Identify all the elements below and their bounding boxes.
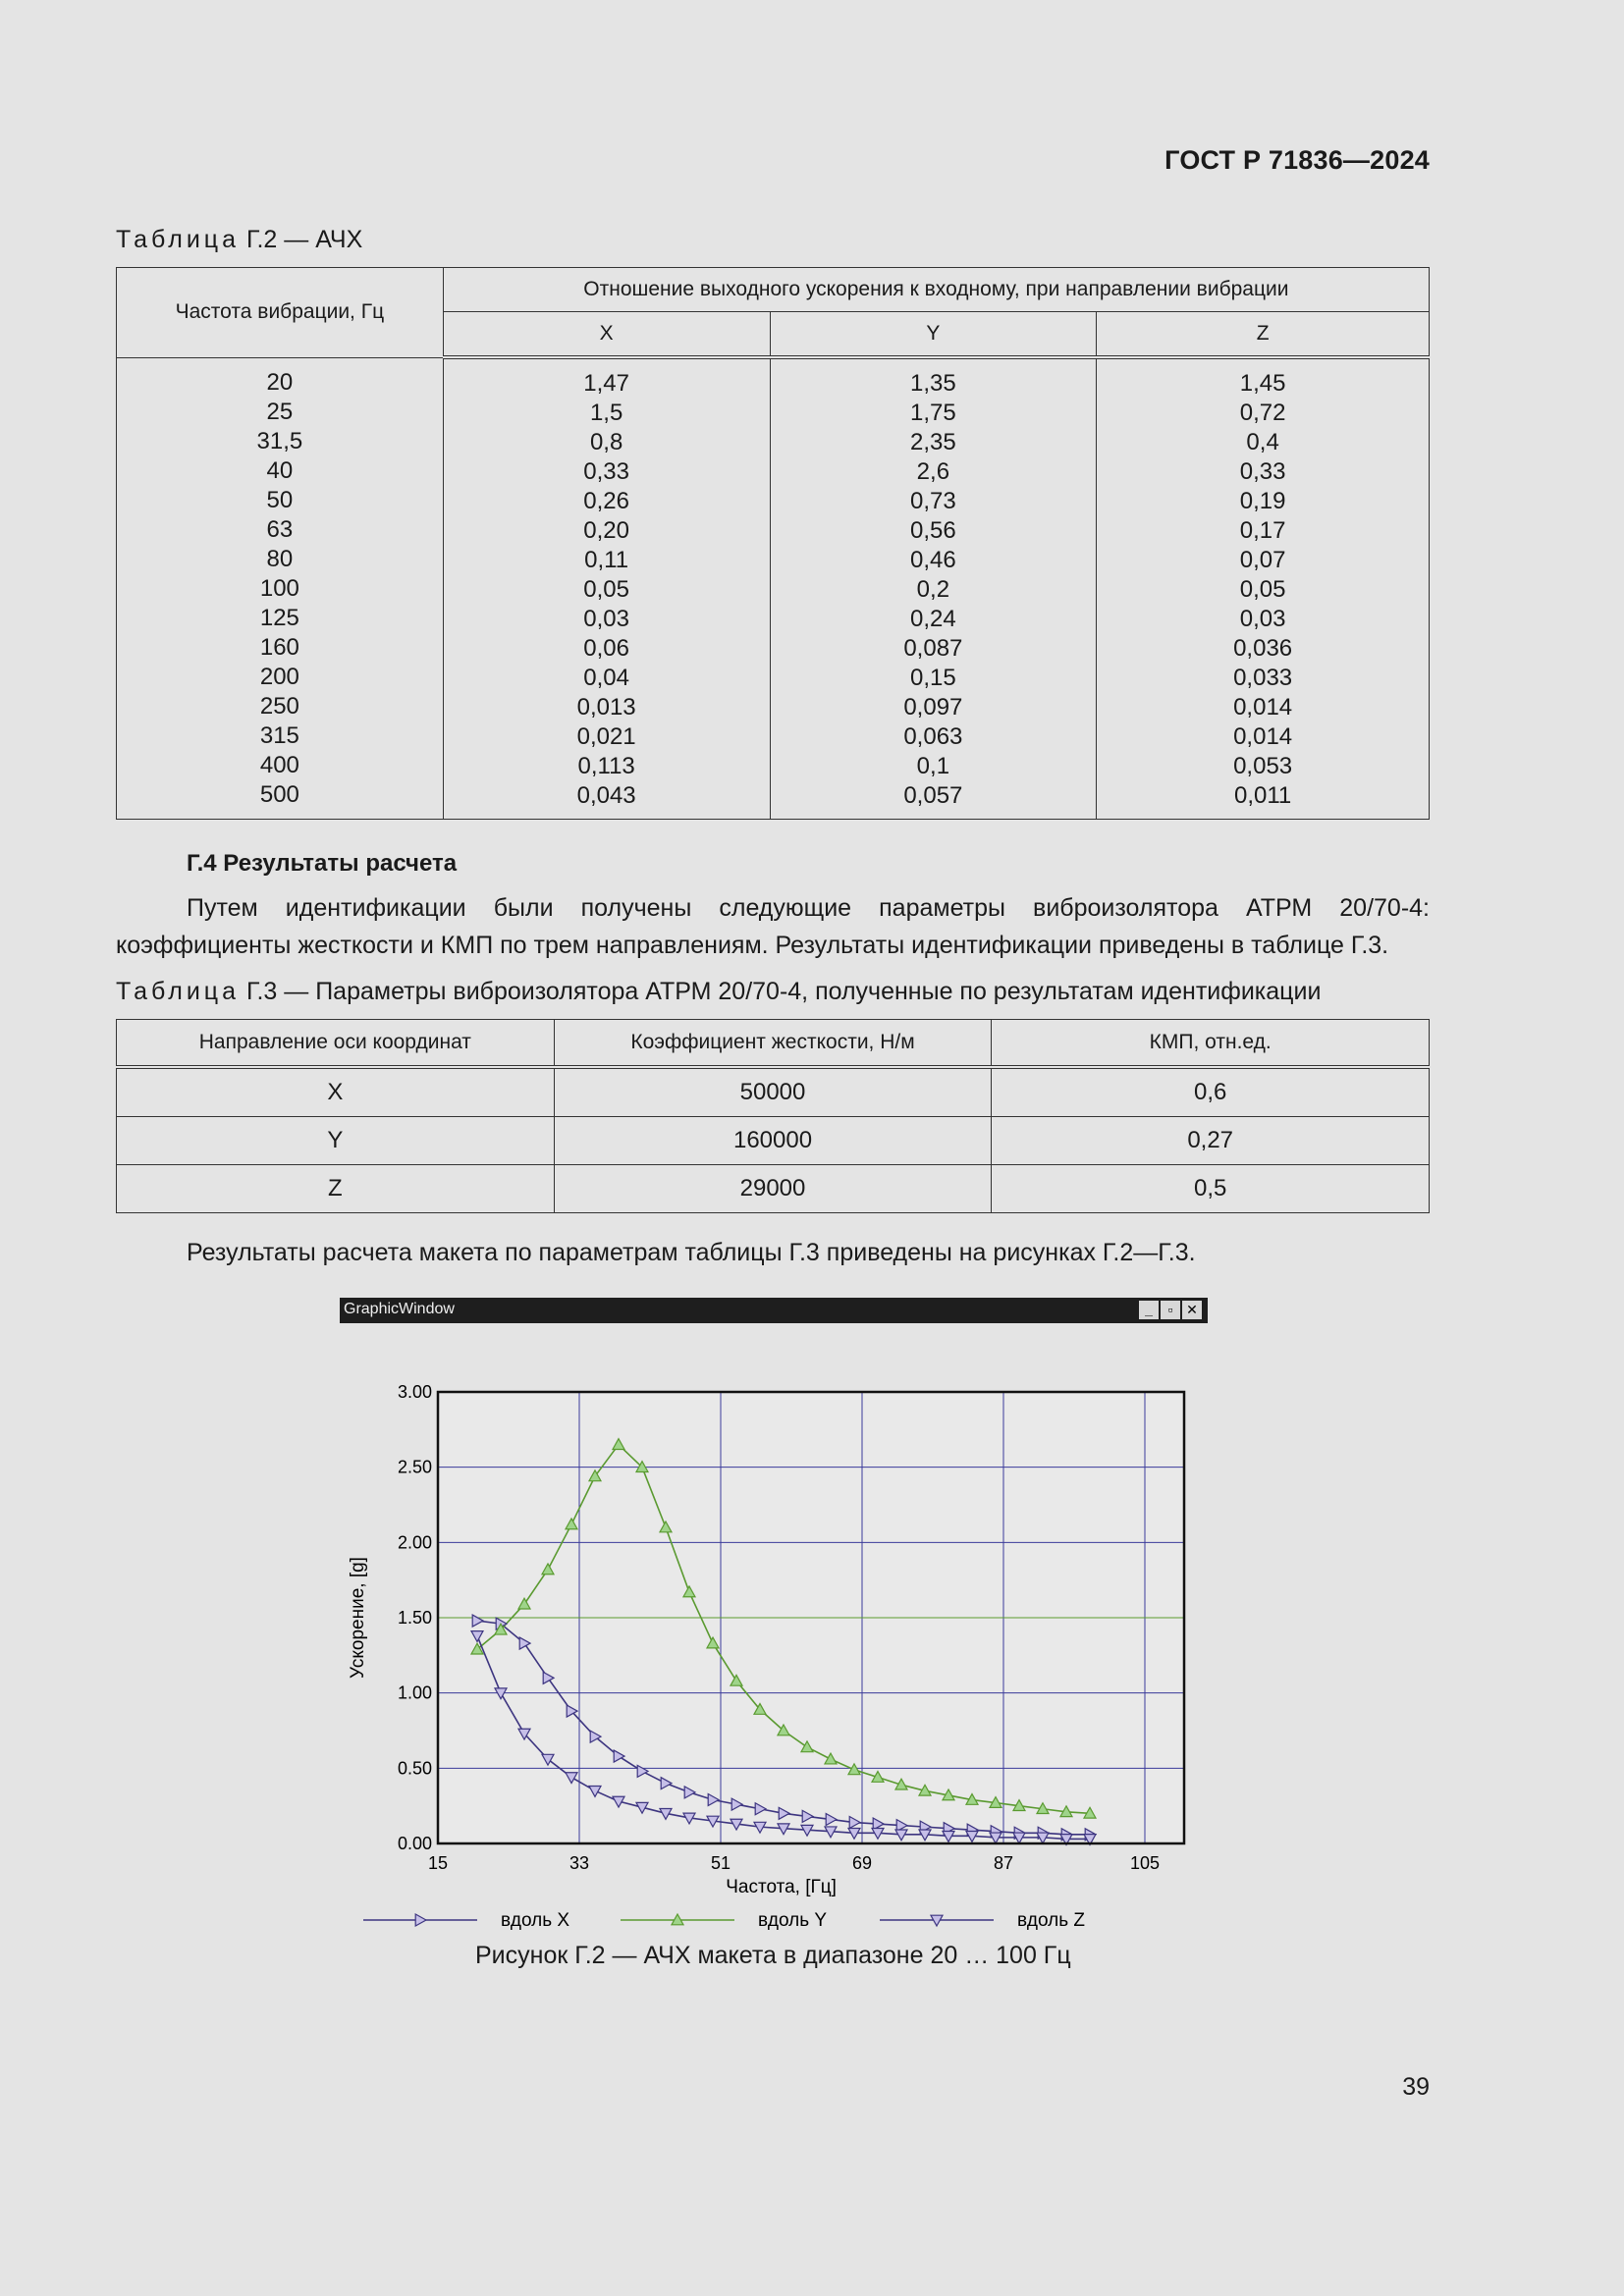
- table-g2-cell: 0,014: [1233, 694, 1293, 721]
- table-g2-cell: 1,45: [1239, 370, 1286, 397]
- table-g2-cell: 0,33: [1239, 458, 1286, 485]
- table-g2-cell: 0,19: [1239, 488, 1286, 514]
- table-g2-column-x: [443, 357, 770, 820]
- y-tick-label: 1.50: [397, 1608, 432, 1628]
- table-cell: 0,5: [992, 1165, 1430, 1213]
- table-g2-cell: 0,72: [1239, 400, 1286, 426]
- table-g2-cell: 0,24: [910, 606, 956, 632]
- graphic-window-titlebar[interactable]: [340, 1298, 1208, 1323]
- table-g2-cell: 0,033: [1233, 665, 1293, 691]
- table-cell: 160000: [554, 1117, 992, 1165]
- figure-reference-line: Результаты расчета макета по параметрам таблицы Г.3 приведены на рисунках Г.2—Г.3.: [187, 1239, 1196, 1266]
- table-g2-cell: 0,03: [1239, 606, 1286, 632]
- table-g2-cell: 0,8: [589, 429, 623, 455]
- table-g2-cell: 500: [259, 780, 299, 808]
- legend-label: вдоль Y: [758, 1910, 828, 1931]
- table-g2-caption: [116, 226, 362, 254]
- table-g2-cell: 0,1: [916, 753, 950, 779]
- table-g2-header-z: Z: [1097, 312, 1430, 358]
- legend-marker: [415, 1914, 426, 1926]
- x-tick-label: 51: [710, 1853, 731, 1873]
- minimize-button[interactable]: _: [1139, 1301, 1159, 1319]
- table-g2-cell: 160: [259, 633, 299, 661]
- table-g2-column-z: [1097, 357, 1430, 820]
- table-g2-cell: 0,014: [1233, 723, 1293, 750]
- table-g2-cell: 0,097: [903, 694, 963, 721]
- table-cell: Y: [117, 1117, 555, 1165]
- table-g2-cell: 0,011: [1233, 782, 1292, 809]
- table-g2-column-y: [770, 357, 1097, 820]
- legend-label: вдоль Z: [1017, 1910, 1085, 1931]
- table-g2-cell: 0,03: [583, 606, 629, 632]
- table-g2-cell: 25: [266, 398, 294, 425]
- table-g2-cell: 0,057: [903, 782, 963, 809]
- table-g3: [116, 1019, 1430, 1213]
- table-g2-cell: 0,06: [583, 635, 629, 662]
- x-tick-label: 87: [993, 1853, 1014, 1873]
- table-g2-cell: 0,053: [1233, 753, 1293, 779]
- page-number: 39: [1402, 2073, 1430, 2101]
- table-g2-cell: 0,33: [583, 458, 629, 485]
- y-tick-label: 0.00: [397, 1834, 432, 1853]
- table-g3-caption-word: Таблица: [116, 978, 241, 1005]
- maximize-button[interactable]: ▫: [1161, 1301, 1180, 1319]
- table-g2-cell: 0,15: [910, 665, 956, 691]
- table-g2-cell: 1,5: [589, 400, 623, 426]
- table-g2-cell: 0,036: [1233, 635, 1293, 662]
- y-tick-label: 2.00: [397, 1532, 432, 1553]
- table-g2-header-group: Отношение выходного ускорения к входному, при направлении вибрации: [443, 268, 1429, 312]
- y-tick-label: 1.00: [397, 1682, 432, 1703]
- table-g2-cell: 2,35: [910, 429, 956, 455]
- table-g3-caption: [116, 978, 1321, 1006]
- table-g3-header: КМП, отн.ед.: [992, 1020, 1430, 1068]
- acceleration-chart: [340, 1323, 1208, 1931]
- table-cell: 0,6: [992, 1067, 1430, 1117]
- legend-label: вдоль X: [501, 1910, 570, 1931]
- table-cell: X: [117, 1067, 555, 1117]
- table-g3-header: Направление оси координат: [117, 1020, 555, 1068]
- table-g2-cell: 50: [266, 486, 294, 513]
- table-g2-cell: 0,46: [910, 547, 956, 573]
- table-g2-cell: 0,04: [583, 665, 629, 691]
- table-g2-cell: 0,113: [577, 753, 635, 779]
- table-g2-cell: 63: [266, 515, 294, 543]
- table-g2-cell: 200: [259, 663, 299, 690]
- graphic-window: [340, 1298, 1208, 1931]
- close-button[interactable]: ✕: [1182, 1301, 1202, 1319]
- table-g2-cell: 0,11: [584, 547, 629, 573]
- x-tick-label: 33: [568, 1853, 590, 1873]
- table-g2-cell: 0,05: [1239, 576, 1286, 603]
- table-g2-cell: 31,5: [256, 427, 303, 454]
- table-g2-cell: 80: [266, 545, 294, 572]
- table-g2-cell: 40: [266, 456, 294, 484]
- table-g2-cell: 0,013: [576, 694, 636, 721]
- table-g2-cell: 400: [259, 751, 299, 778]
- table-g2-cell: 0,043: [576, 782, 636, 809]
- section-title: Г.4 Результаты расчета: [187, 850, 458, 877]
- y-tick-label: 3.00: [397, 1382, 432, 1402]
- table-g2-cell: 0,063: [903, 723, 963, 750]
- table-row: [117, 1165, 1430, 1213]
- x-tick-label: 69: [851, 1853, 873, 1873]
- table-g2-cell: 0,05: [583, 576, 629, 603]
- table-g2-cell: 250: [259, 692, 299, 720]
- y-tick-label: 2.50: [397, 1457, 432, 1477]
- table-g2-header-y: Y: [770, 312, 1097, 358]
- table-g2-cell: 0,17: [1239, 517, 1286, 544]
- table-g2-cell: 0,4: [1246, 429, 1279, 455]
- x-axis-label: Частота, [Гц]: [726, 1877, 837, 1897]
- x-tick-label: 15: [427, 1853, 449, 1873]
- table-cell: 50000: [554, 1067, 992, 1117]
- table-g2-cell: 315: [259, 721, 299, 749]
- table-g2-cell: 0,087: [903, 635, 963, 662]
- table-g2-column-freq: [117, 357, 444, 820]
- standard-header: ГОСТ Р 71836—2024: [1164, 145, 1430, 175]
- table-g2-cell: 1,47: [583, 370, 629, 397]
- table-g2-cell: 2,6: [916, 458, 950, 485]
- table-g2-cell: 0,20: [583, 517, 629, 544]
- figure-caption: Рисунок Г.2 — АЧХ макета в диапазоне 20 … 100 Гц: [475, 1942, 1071, 1969]
- table-g2-cell: 0,021: [576, 723, 636, 750]
- table-g2-caption-word: Таблица: [116, 226, 241, 253]
- table-g2-cell: 0,56: [910, 517, 956, 544]
- table-row: [117, 1117, 1430, 1165]
- table-g3-header: Коэффициент жесткости, Н/м: [554, 1020, 992, 1068]
- y-axis-label: Ускорение, [g]: [348, 1557, 368, 1679]
- table-cell: 0,27: [992, 1117, 1430, 1165]
- table-g2-cell: 125: [259, 604, 299, 631]
- table-g2-caption-rest: Г.2 — АЧХ: [240, 226, 363, 253]
- table-cell: Z: [117, 1165, 555, 1213]
- table-cell: 29000: [554, 1165, 992, 1213]
- table-g2-cell: 0,2: [916, 576, 950, 603]
- table-g2-cell: 0,73: [910, 488, 956, 514]
- table-row: [117, 1067, 1430, 1117]
- table-g2-cell: 100: [259, 574, 299, 602]
- graphic-window-title: GraphicWindow: [344, 1301, 455, 1317]
- table-g2-cell: 1,35: [910, 370, 956, 397]
- table-g2-cell: 1,75: [910, 400, 956, 426]
- y-tick-label: 0.50: [397, 1758, 432, 1779]
- table-g2-header-x: X: [443, 312, 770, 358]
- table-g2-cell: 0,26: [583, 488, 629, 514]
- table-g2-cell: 0,07: [1239, 547, 1286, 573]
- table-g2: [116, 267, 1430, 820]
- x-tick-label: 105: [1129, 1853, 1161, 1873]
- table-g2-header-freq: Частота вибрации, Гц: [117, 268, 444, 358]
- table-g2-cell: 20: [266, 368, 294, 396]
- section-paragraph: Путем идентификации были получены следующие параметры виброизолятора АТРМ 20/70-4: коэффициенты жесткости и КМП по трем направлениям. Результаты идентификации приведены в таблице Г.3.: [116, 894, 1430, 959]
- table-g3-caption-rest: Г.3 — Параметры виброизолятора АТРМ 20/70-4, полученные по результатам идентификации: [240, 978, 1322, 1005]
